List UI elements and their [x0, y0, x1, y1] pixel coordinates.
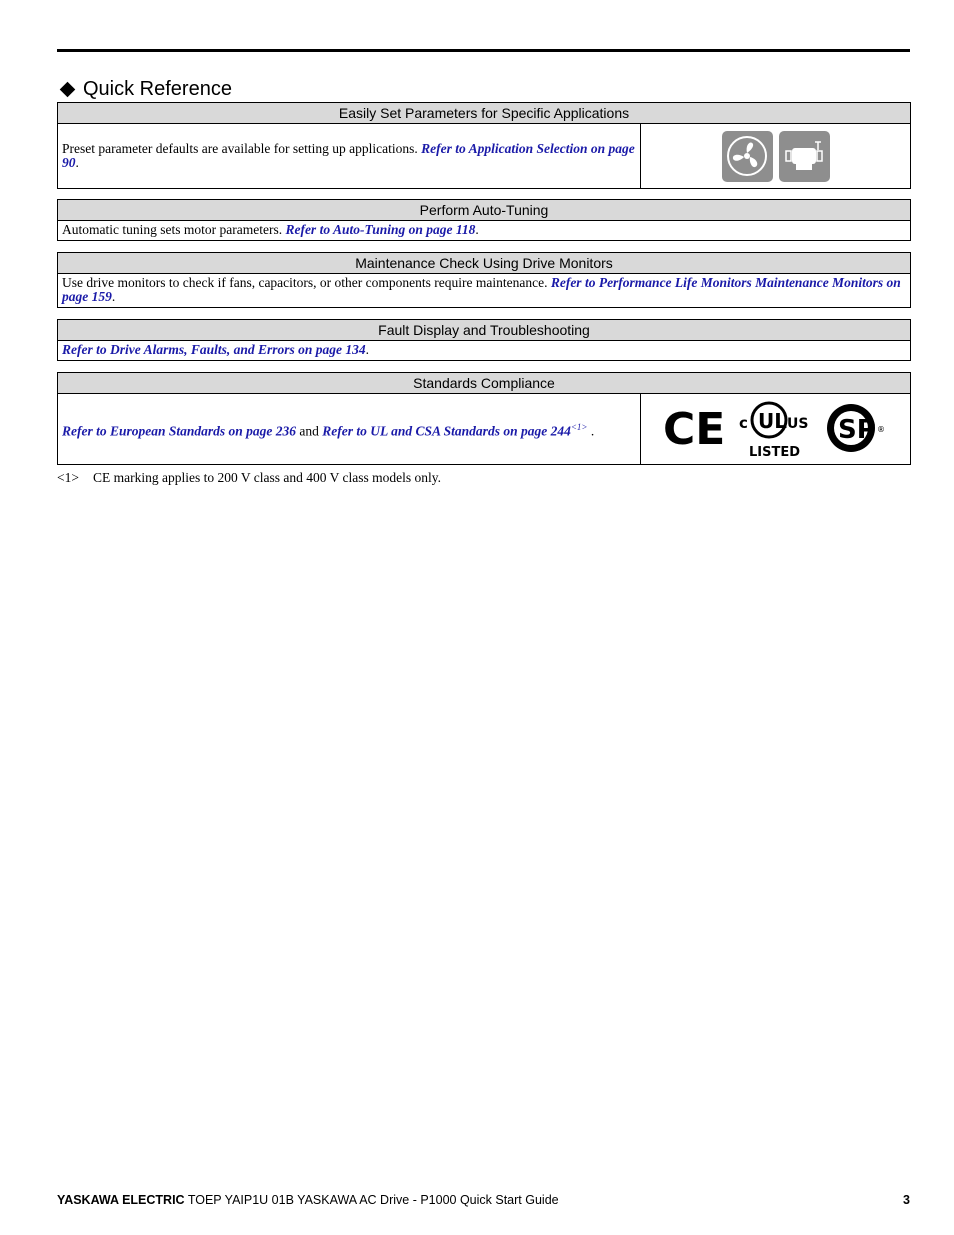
- table-cell-text: [58, 394, 641, 464]
- table-fault-display: [57, 319, 911, 361]
- table-cell-text: [58, 124, 641, 188]
- footnote-ref[interactable]: <1>: [570, 421, 588, 432]
- fan-application-icon: [722, 131, 773, 182]
- page-number: 3: [903, 1193, 910, 1207]
- footnote-mark: <1>: [57, 470, 79, 485]
- ul-listed-mark-icon: [739, 403, 808, 460]
- top-rule: [57, 49, 910, 52]
- page-title-text: Quick Reference: [83, 77, 232, 100]
- table-standards-compliance: [57, 372, 911, 465]
- body-text: and: [299, 423, 319, 439]
- table-header: Maintenance Check Using Drive Monitors: [58, 253, 910, 274]
- ce-mark-icon: [663, 404, 725, 455]
- table-cell-text: [58, 274, 910, 307]
- certification-marks: [661, 398, 891, 460]
- table-application-presets: [57, 102, 911, 189]
- punctuation: .: [111, 289, 116, 304]
- link-maintenance-monitors[interactable]: Refer to Performance Life Monitors Maintenance Monitors on page 159: [62, 275, 901, 304]
- link-ul-csa-standards[interactable]: Refer to UL and CSA Standards on page 244: [322, 423, 571, 439]
- link-drive-alarms[interactable]: Refer to Drive Alarms, Faults, and Errors on page 134: [62, 342, 366, 357]
- compressor-application-icon: [779, 131, 830, 182]
- body-text: Use drive monitors to check if fans, capacitors, or other components require maintenance.: [62, 275, 548, 290]
- table-header: Easily Set Parameters for Specific Applications: [58, 103, 910, 124]
- svg-text:®: ®: [876, 425, 885, 434]
- page-title: [59, 76, 232, 102]
- body-text: Preset parameter defaults are available for setting up applications.: [62, 141, 418, 156]
- table-cell-text: [58, 221, 910, 240]
- svg-text:UL: UL: [757, 409, 787, 433]
- svg-text:US: US: [786, 416, 808, 432]
- link-auto-tuning[interactable]: Refer to Auto-Tuning on page 118: [285, 222, 476, 237]
- diamond-bullet-icon: [60, 81, 76, 97]
- table-header: Fault Display and Troubleshooting: [58, 320, 910, 341]
- svg-text:LISTED: LISTED: [748, 445, 800, 460]
- punctuation: .: [75, 155, 79, 170]
- table-cell-icons: [641, 124, 910, 188]
- link-european-standards[interactable]: Refer to European Standards on page 236: [62, 423, 297, 439]
- footnote-text: CE marking applies to 200 V class and 400 V class models only.: [93, 470, 441, 485]
- svg-text:SP: SP: [837, 415, 876, 445]
- table-cell-text: [58, 341, 910, 360]
- body-text: Automatic tuning sets motor parameters.: [62, 222, 283, 237]
- certification-logos: [641, 394, 910, 464]
- svg-text:c: c: [738, 414, 748, 432]
- table-maintenance-check: [57, 252, 911, 308]
- punctuation: .: [590, 423, 595, 439]
- footer-title: TOEP YAIP1U 01B YASKAWA AC Drive - P1000 Quick Start Guide: [187, 1193, 559, 1207]
- table-header: Standards Compliance: [58, 373, 910, 394]
- punctuation: .: [365, 342, 370, 357]
- svg-text:CE: CE: [662, 404, 725, 455]
- footer-brand: YASKAWA ELECTRIC: [57, 1193, 185, 1207]
- table-header: Perform Auto-Tuning: [58, 200, 910, 221]
- link-application-selection[interactable]: Refer to Application Selection on page 90: [62, 141, 635, 170]
- csa-mark-icon: [827, 404, 885, 452]
- table-auto-tuning: [57, 199, 911, 241]
- footnote: [57, 470, 441, 486]
- punctuation: .: [475, 222, 479, 237]
- page-footer: [57, 1193, 910, 1207]
